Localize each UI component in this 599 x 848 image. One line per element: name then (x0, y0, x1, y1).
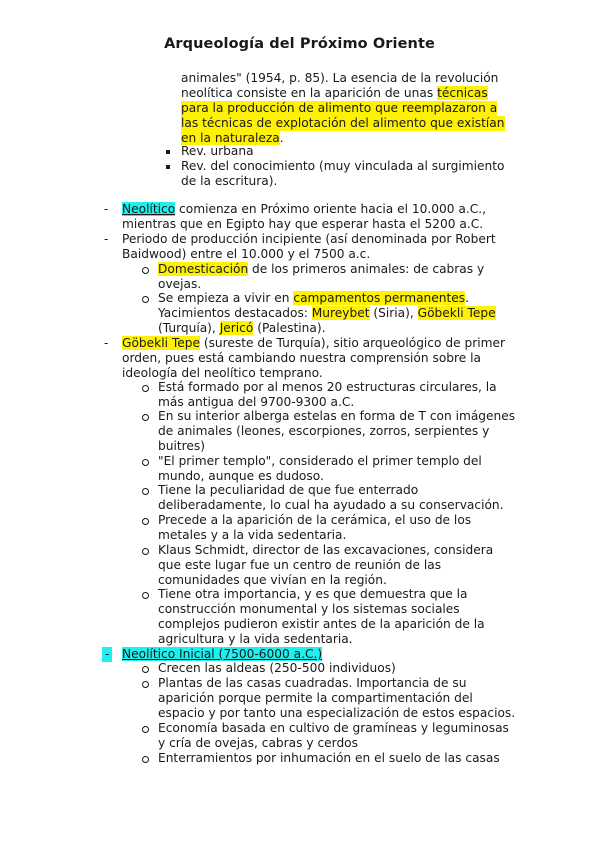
text-line: Economía basada en cultivo de gramíneas y leguminosas (158, 721, 509, 735)
text-line: "El primer templo", considerado el primer templo del (158, 454, 482, 468)
circle-bullet-icon (142, 666, 149, 673)
text-line: Tiene la peculiaridad de que fue enterrado (158, 483, 419, 497)
text-line: mundo, aunque es dudoso. (158, 469, 324, 483)
circle-bullet-icon (142, 756, 149, 763)
square-bullet-icon (166, 165, 170, 169)
highlight: Göbekli Tepe (417, 306, 496, 320)
text-line: Neolítico comienza en Próximo oriente hacia el 10.000 a.C., (122, 202, 487, 216)
highlight: Mureybet (311, 306, 370, 320)
list-item: de la escritura). (181, 174, 278, 188)
list-item: Rev. del conocimiento (muy vinculada al surgimiento (181, 159, 505, 173)
text-line: Baidwood) entre el 10.000 y el 7500 a.c. (122, 247, 371, 261)
text-line: Göbekli Tepe (sureste de Turquía), sitio arqueológico de primer (122, 336, 505, 350)
section-heading (122, 647, 322, 662)
square-bullet-icon (166, 150, 170, 154)
highlight-line: para la producción de alimento que reemplazaron a (181, 101, 498, 115)
circle-bullet-icon (142, 459, 149, 466)
dash-bullet: - (104, 202, 109, 216)
circle-bullet-icon (142, 548, 149, 555)
text-line: Plantas de las casas cuadradas. Importancia de su (158, 676, 467, 690)
text-line: En su interior alberga estelas en forma de T con imágenes (158, 409, 516, 423)
highlight: en la naturaleza (181, 131, 280, 145)
text-line: Crecen las aldeas (250-500 individuos) (158, 661, 396, 675)
text-line: metales y a la vida sedentaria. (158, 528, 347, 542)
circle-bullet-icon (142, 267, 149, 274)
dash-bullet: - (102, 647, 112, 662)
text-line: Periodo de producción incipiente (así denominada por Robert (122, 232, 496, 246)
highlight: Domesticación (158, 262, 249, 276)
circle-bullet-icon (142, 385, 149, 392)
text-line: Tiene otra importancia, y es que demuestra que la (158, 587, 468, 601)
text-line: animales" (1954, p. 85). La esencia de la revolución (181, 71, 499, 85)
circle-bullet-icon (142, 296, 149, 303)
text-line: Yacimientos destacados: Mureybet (Siria), Göbekli Tepe (158, 306, 496, 320)
text-line: buitres) (158, 439, 205, 453)
highlight: campamentos permanentes (293, 291, 466, 305)
text-line: (Turquía), Jericó (Palestina). (158, 321, 326, 335)
text-line: Se empieza a vivir en campamentos permanentes. (158, 291, 469, 305)
text-line: deliberadamente, lo cual ha ayudado a su conservación. (158, 498, 504, 512)
text-line: construcción monumental y los sistemas sociales (158, 602, 460, 616)
dash-bullet: - (104, 336, 109, 350)
text-line: orden, pues está cambiando nuestra comprensión sobre la (122, 351, 481, 365)
text-line: espacio y por tanto una especialización de estos espacios. (158, 706, 516, 720)
text-line: ideología del neolítico temprano. (122, 366, 323, 380)
text-line: y cría de ovejas, cabras y cerdos (158, 736, 358, 750)
text-line: agricultura y la vida sedentaria. (158, 632, 353, 646)
text-line: ovejas. (158, 277, 202, 291)
text-line: aparición porque permite la compartimentación del (158, 691, 473, 705)
text-line: comunidades que vivían en la región. (158, 573, 387, 587)
text-line: complejos pudieron existir antes de la aparición de la (158, 617, 485, 631)
highlight: Jericó (219, 321, 254, 335)
circle-bullet-icon (142, 518, 149, 525)
text-line: neolítica consiste en la aparición de unas técnicas (181, 86, 488, 100)
page-title: Arqueología del Próximo Oriente (164, 36, 435, 52)
circle-bullet-icon (142, 592, 149, 599)
dash-bullet: - (104, 232, 109, 246)
text-line: en la naturaleza. (181, 131, 284, 145)
highlight-line: las técnicas de explotación del alimento que existían (181, 116, 505, 130)
highlight-cyan: Neolítico (122, 202, 176, 216)
circle-bullet-icon (142, 414, 149, 421)
text-line: más antigua del 9700-9300 a.C. (158, 395, 355, 409)
text-line: Enterramientos por inhumación en el suelo de las casas (158, 751, 500, 765)
text-line: Domesticación de los primeros animales: de cabras y (158, 262, 485, 276)
text-line: Klaus Schmidt, director de las excavaciones, considera (158, 543, 494, 557)
circle-bullet-icon (142, 681, 149, 688)
text-line: mientras que en Egipto hay que esperar hasta el 5200 a.C. (122, 217, 484, 231)
highlight-cyan: Neolítico Inicial (7500-6000 a.C.) (122, 647, 323, 661)
text-line: de animales (leones, escorpiones, zorros, serpientes y (158, 424, 490, 438)
circle-bullet-icon (142, 488, 149, 495)
text-line: Está formado por al menos 20 estructuras circulares, la (158, 380, 497, 394)
circle-bullet-icon (142, 726, 149, 733)
text-line: que este lugar fue un centro de reunión de las (158, 558, 442, 572)
list-item: Rev. urbana (181, 144, 254, 158)
text-line: Precede a la aparición de la cerámica, el uso de los (158, 513, 472, 527)
highlight: técnicas (437, 86, 488, 100)
highlight: Göbekli Tepe (122, 336, 200, 350)
